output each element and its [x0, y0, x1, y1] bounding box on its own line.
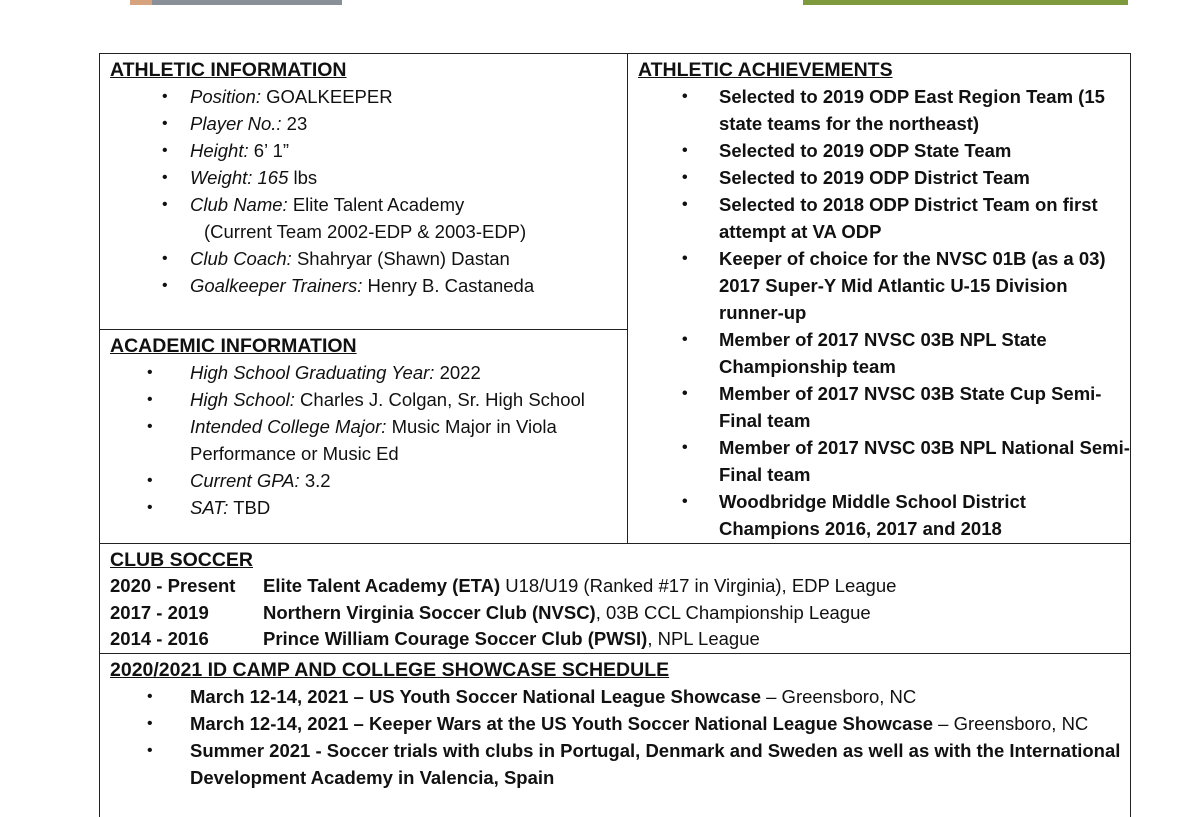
- list-item: [110, 245, 627, 272]
- field-value: Music Major in Viola Performance or Music Ed: [190, 416, 557, 464]
- achievement-text: Member of 2017 NVSC 03B State Cup Semi-Final team: [719, 383, 1102, 431]
- field-label: Current GPA:: [190, 470, 300, 491]
- field-label: High School Graduating Year:: [190, 362, 435, 383]
- club-name: Prince William Courage Soccer Club (PWSI): [263, 628, 648, 649]
- bullet: •: [682, 385, 688, 402]
- bullet: •: [162, 115, 168, 132]
- list-item: [110, 110, 627, 137]
- event-location: – Greensboro, NC: [760, 685, 917, 707]
- action-photo: [803, 0, 1128, 5]
- athletic-information-section: [100, 54, 628, 330]
- list-item: [110, 386, 627, 413]
- field-label: Position:: [190, 86, 261, 107]
- field-label: Player No.:: [190, 113, 282, 134]
- field-value: Henry B. Castaneda: [367, 275, 535, 296]
- achievement-text: Selected to 2019 ODP State Team: [719, 140, 1012, 161]
- player-photo: [130, 0, 342, 5]
- achievement-text: Selected to 2019 ODP District Team: [719, 167, 1030, 188]
- field-label: Weight: 165: [190, 167, 289, 188]
- bullet: •: [682, 493, 688, 510]
- club-soccer-title: CLUB SOCCER: [110, 549, 254, 571]
- club-years: 2020 - Present: [110, 575, 236, 596]
- club-soccer-section: [100, 544, 1131, 654]
- field-label: Goalkeeper Trainers:: [190, 275, 363, 296]
- list-item: [638, 434, 1130, 488]
- field-value: 23: [286, 113, 308, 134]
- field-value: Elite Talent Academy: [292, 194, 465, 215]
- bullet: •: [682, 142, 688, 159]
- list-item: [110, 359, 627, 386]
- field-value: GOALKEEPER: [266, 86, 393, 107]
- club-detail: , NPL League: [647, 628, 760, 649]
- achievement-text: Woodbridge Middle School District Champions 2016, 2017 and 2018: [719, 491, 1026, 539]
- list-item: [110, 737, 1130, 791]
- list-item: [110, 164, 627, 191]
- bullet: •: [682, 250, 688, 267]
- field-value: TBD: [233, 497, 271, 518]
- field-label: SAT:: [190, 497, 229, 518]
- list-item: [638, 83, 1130, 137]
- bullet: •: [162, 169, 168, 186]
- list-item: [110, 272, 627, 299]
- academic-information-section: [100, 330, 628, 544]
- achievement-text: Member of 2017 NVSC 03B NPL National Semi-Final team: [719, 437, 1130, 485]
- academic-information-title: ACADEMIC INFORMATION: [110, 335, 357, 357]
- list-item: [638, 191, 1130, 245]
- field-value: Shahryar (Shawn) Dastan: [296, 248, 510, 269]
- bullet: •: [162, 142, 168, 159]
- bullet: •: [682, 439, 688, 456]
- bullet: •: [147, 391, 153, 408]
- bullet: •: [147, 418, 153, 435]
- list-item: [110, 467, 627, 494]
- field-label: Intended College Major:: [190, 416, 387, 437]
- field-value: Charles J. Colgan, Sr. High School: [300, 389, 585, 410]
- bullet: •: [682, 196, 688, 213]
- bullet: •: [682, 88, 688, 105]
- field-value: 2022: [439, 362, 481, 383]
- list-item: [110, 191, 627, 245]
- bullet: •: [147, 499, 153, 516]
- field-label: High School:: [190, 389, 295, 410]
- bullet: •: [162, 88, 168, 105]
- list-item: [110, 83, 627, 110]
- field-label: Club Name:: [190, 194, 288, 215]
- bullet: •: [682, 169, 688, 186]
- event-name: March 12-14, 2021 – US Youth Soccer National League Showcase: [190, 685, 761, 707]
- club-detail: , 03B CCL Championship League: [595, 601, 871, 623]
- field-value: 6’ 1”: [253, 140, 290, 161]
- bullet: •: [162, 196, 168, 213]
- athletic-achievements-title: ATHLETIC ACHIEVEMENTS: [638, 59, 893, 81]
- list-item: [110, 683, 1130, 710]
- club-years: 2017 - 2019: [110, 601, 209, 623]
- achievement-text: Selected to 2018 ODP District Team on first attempt at VA ODP: [719, 194, 1098, 242]
- list-item: [110, 494, 627, 521]
- field-label: Height:: [190, 140, 249, 161]
- list-item: [638, 137, 1130, 164]
- list-item: [638, 164, 1130, 191]
- list-item: [638, 488, 1130, 542]
- bullet: •: [162, 277, 168, 294]
- club-row: [110, 600, 1130, 627]
- list-item: [638, 326, 1130, 380]
- athletic-achievements-list: [638, 83, 1130, 542]
- athletic-achievements-section: [628, 54, 1131, 544]
- list-item: [110, 413, 627, 467]
- achievement-text: Member of 2017 NVSC 03B NPL State Championship team: [719, 329, 1047, 377]
- showcase-schedule-section: [100, 653, 1131, 817]
- club-detail: U18/U19 (Ranked #17 in Virginia), EDP League: [500, 575, 897, 596]
- list-item: [638, 380, 1130, 434]
- bullet: •: [162, 250, 168, 267]
- bullet: •: [147, 472, 153, 489]
- list-item: [110, 137, 627, 164]
- bullet: •: [147, 741, 153, 759]
- field-value: 3.2: [304, 470, 331, 491]
- showcase-schedule-list: [110, 683, 1130, 791]
- event-name: Summer 2021 - Soccer trials with clubs in Portugal, Denmark and Sweden as well as with the International Development Academy in Valencia, Spain: [190, 739, 1121, 788]
- resume-table: [99, 53, 1131, 817]
- showcase-schedule-title: 2020/2021 ID CAMP AND COLLEGE SHOWCASE SCHEDULE: [110, 658, 670, 681]
- field-value: lbs: [293, 167, 318, 188]
- club-name: Elite Talent Academy (ETA): [263, 575, 501, 596]
- list-item: [110, 710, 1130, 737]
- event-name: March 12-14, 2021 – Keeper Wars at the US Youth Soccer National League Showcase: [190, 712, 934, 734]
- list-item: [638, 245, 1130, 326]
- bullet: •: [147, 364, 153, 381]
- academic-information-list: [110, 359, 627, 521]
- event-location: – Greensboro, NC: [933, 712, 1089, 734]
- field-subvalue: (Current Team 2002-EDP & 2003-EDP): [204, 221, 527, 242]
- club-years: 2014 - 2016: [110, 628, 209, 649]
- bullet: •: [147, 687, 153, 705]
- bullet: •: [682, 331, 688, 348]
- achievement-text: Keeper of choice for the NVSC 01B (as a 03) 2017 Super-Y Mid Atlantic U-15 Division runner-up: [719, 248, 1106, 323]
- field-label: Club Coach:: [190, 248, 292, 269]
- club-row: [110, 626, 1130, 653]
- athletic-information-title: ATHLETIC INFORMATION: [110, 59, 347, 81]
- bullet: •: [147, 714, 153, 732]
- achievement-text: Selected to 2019 ODP East Region Team (15 state teams for the northeast): [719, 86, 1105, 134]
- club-name: Northern Virginia Soccer Club (NVSC): [263, 601, 596, 623]
- club-row: [110, 573, 1130, 600]
- athletic-information-list: [110, 83, 627, 299]
